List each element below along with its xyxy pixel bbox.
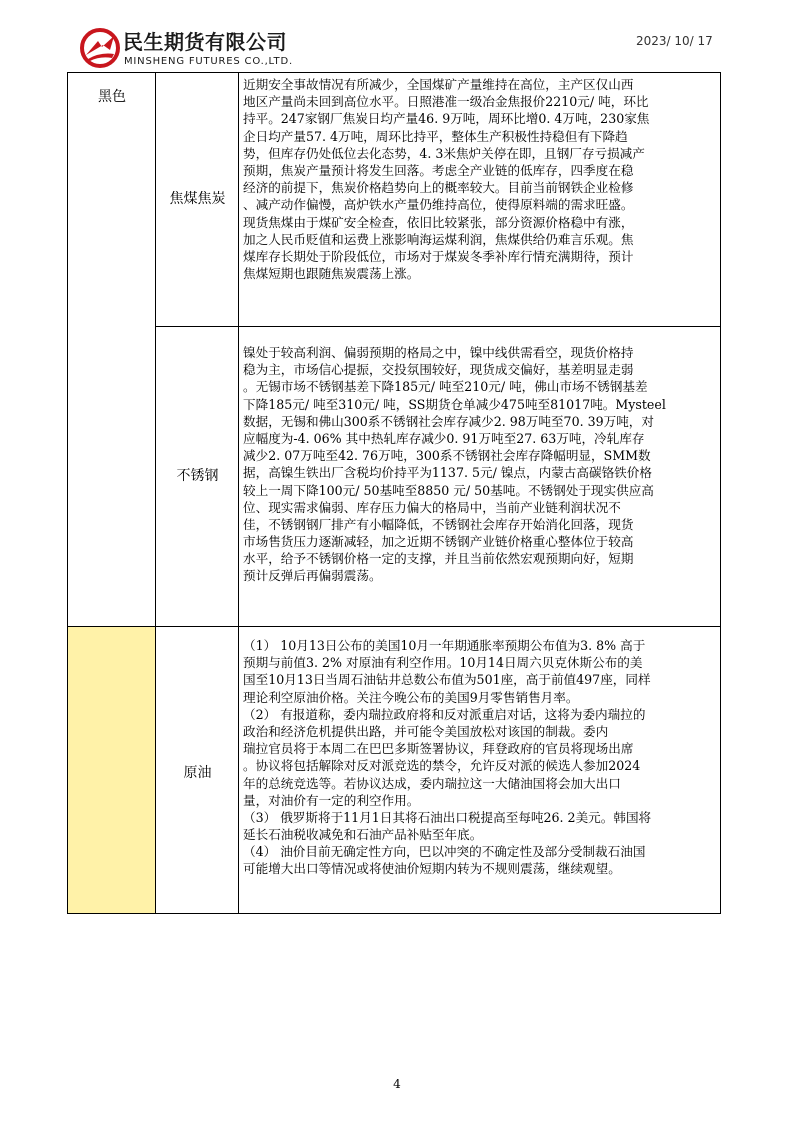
text-line: （3） 俄罗斯将于11月1日其将石油出口税提高至每吨26. 2美元。韩国将 xyxy=(243,809,652,825)
text-line: 加之人民币贬值和运费上涨影响海运煤利润，焦煤供给仍难言乐观。焦 xyxy=(243,231,634,247)
text-line: （1） 10月13日公布的美国10月一年期通胀率预期公布值为3. 8% 高于 xyxy=(243,638,646,653)
text-line: 政治和经济危机提供出路，并可能令美国放松对该国的制裁。委内 xyxy=(243,723,609,739)
category-cell-black xyxy=(68,73,156,626)
text-line: 现货焦煤由于煤矿安全检查，依旧比较紧张，部分资源价格稳中有涨， xyxy=(243,214,634,230)
coking-coal-analysis xyxy=(243,76,717,282)
text-line: 水平，给予不锈钢价格一定的支撑，并且当前依然宏观预期向好，短期 xyxy=(243,551,634,567)
text-line: 持平。247家钢厂焦炭日均产量46. 9万吨，周环比增0. 4万吨，230家焦 xyxy=(243,111,650,127)
text-line: 延长石油税收减免和石油产品补贴至年底。 xyxy=(243,827,483,843)
commodity-table xyxy=(67,72,721,914)
company-name-cn: 民生期货有限公司 xyxy=(123,30,287,54)
text-line: 稳为主，市场信心提振，交投氛围较好，现货成交偏好，基差明显走弱 xyxy=(243,362,634,378)
text-line: 企日均产量57. 4万吨，周环比持平，整体生产积极性持稳但有下降趋 xyxy=(243,128,628,144)
minsheng-logo-icon xyxy=(80,28,120,68)
category-label: 黑色 xyxy=(98,89,126,105)
commodity-name-coking-coal: 焦煤焦炭 xyxy=(169,191,226,207)
text-line: 年的总统竞选等。若协议达成，委内瑞拉这一大储油国将会加大出口 xyxy=(243,775,621,791)
text-line: 预期与前值3. 2% 对原油有利空作用。10月14日周六贝克休斯公布的美 xyxy=(243,655,643,671)
text-line: （4） 油价目前无确定性方向，巴以冲突的不确定性及部分受制裁石油国 xyxy=(243,844,646,860)
text-line: 可能增大出口等情况或将使油价短期内转为不规则震荡，继续观望。 xyxy=(243,861,621,877)
category-cell-oil xyxy=(68,627,156,913)
commodity-name-cell xyxy=(156,627,239,913)
text-line: 势，但库存仍处低位去化态势，4. 3米焦炉关停在即，且钢厂存亏损减产 xyxy=(243,145,645,161)
commodity-analysis-cell xyxy=(239,327,720,626)
text-line: 经济的前提下，焦炭价格趋势向上的概率较大。目前当前钢铁企业检修 xyxy=(243,180,634,196)
text-line: 。协议将包括解除对反对派竞选的禁令，允许反对派的候选人参加2024 xyxy=(243,758,641,774)
text-line: 数据，无锡和佛山300系不锈钢社会库存减少2. 98万吨至70. 39万吨，对 xyxy=(243,413,654,429)
text-line: 镍处于较高利润、偏弱预期的格局之中，镍中线供需看空，现货价格持 xyxy=(243,345,634,360)
commodity-name-cell xyxy=(156,327,239,626)
commodity-analysis-cell xyxy=(239,627,720,913)
text-line: 量，对油价有一定的利空作用。 xyxy=(243,792,420,808)
text-line: 较上一周下降100元/ 50基吨至8850 元/ 50基吨。不锈钢处于现实供应高 xyxy=(243,482,654,498)
commodity-name-crude-oil: 原油 xyxy=(183,765,212,781)
text-line: 预计反弹后再偏弱震荡。 xyxy=(243,568,382,584)
company-name-en: MINSHENG FUTURES CO.,LTD. xyxy=(124,56,293,67)
text-line: 。无锡市场不锈钢基差下降185元/ 吨至210元/ 吨，佛山市场不锈钢基差 xyxy=(243,379,648,395)
text-line: 煤库存长期处于阶段低位，市场对于煤炭冬季补库行情充满期待，预计 xyxy=(243,248,634,264)
text-line: 瑞拉官员将于本周二在巴巴多斯签署协议，拜登政府的官员将现场出席 xyxy=(243,741,634,757)
text-line: 国至10月13日当周石油钻井总数公布值为501座，高于前值497座，同样 xyxy=(243,672,651,688)
text-line: 地区产量尚未回到高位水平。日照港准一级冶金焦报价2210元/ 吨，环比 xyxy=(243,94,649,110)
text-line: 、减产动作偏慢，高炉铁水产量仍维持高位，使得原料端的需求旺盛。 xyxy=(243,197,634,213)
crude-oil-analysis xyxy=(243,637,717,878)
text-line: 应幅度为-4. 06% 其中热轧库存减少0. 91万吨至27. 63万吨，冷轧库存 xyxy=(243,430,645,446)
text-line: （2） 有报道称，委内瑞拉政府将和反对派重启对话，这将为委内瑞拉的 xyxy=(243,706,646,722)
stainless-steel-analysis xyxy=(243,344,717,585)
text-line: 佳，不锈钢钢厂排产有小幅降低，不锈钢社会库存开始消化回落，现货 xyxy=(243,516,634,532)
text-line: 市场售货压力逐渐减轻，加之近期不锈钢产业链价格重心整体位于较高 xyxy=(243,534,634,550)
text-line: 位、现实需求偏弱、库存压力偏大的格局中，当前产业链利润状况不 xyxy=(243,499,621,515)
text-line: 据，高镍生铁出厂含税均价持平为1137. 5元/ 镍点，内蒙古高碳铬铁价格 xyxy=(243,465,652,481)
text-line: 减少2. 07万吨至42. 76万吨，300系不锈钢社会库存降幅明显，SMM数 xyxy=(243,448,651,464)
text-line: 焦煤短期也跟随焦炭震荡上涨。 xyxy=(243,266,420,282)
report-date: 2023/ 10/ 17 xyxy=(636,34,713,48)
text-line: 下降185元/ 吨至310元/ 吨，SS期货仓单减少475吨至81017吨。Mysteel xyxy=(243,396,666,412)
commodity-analysis-cell xyxy=(239,73,720,326)
page-number: 4 xyxy=(393,1077,401,1091)
text-line: 近期安全事故情况有所减少，全国煤矿产量维持在高位，主产区仅山西 xyxy=(243,77,634,92)
text-line: 预期，焦炭产量预计将发生回落。考虑全产业链的低库存，四季度在稳 xyxy=(243,162,634,178)
text-line: 理论利空原油价格。关注今晚公布的美国9月零售销售月率。 xyxy=(243,689,579,705)
page-header xyxy=(0,0,794,80)
commodity-name-cell xyxy=(156,73,239,326)
commodity-name-stainless-steel: 不锈钢 xyxy=(176,468,219,484)
